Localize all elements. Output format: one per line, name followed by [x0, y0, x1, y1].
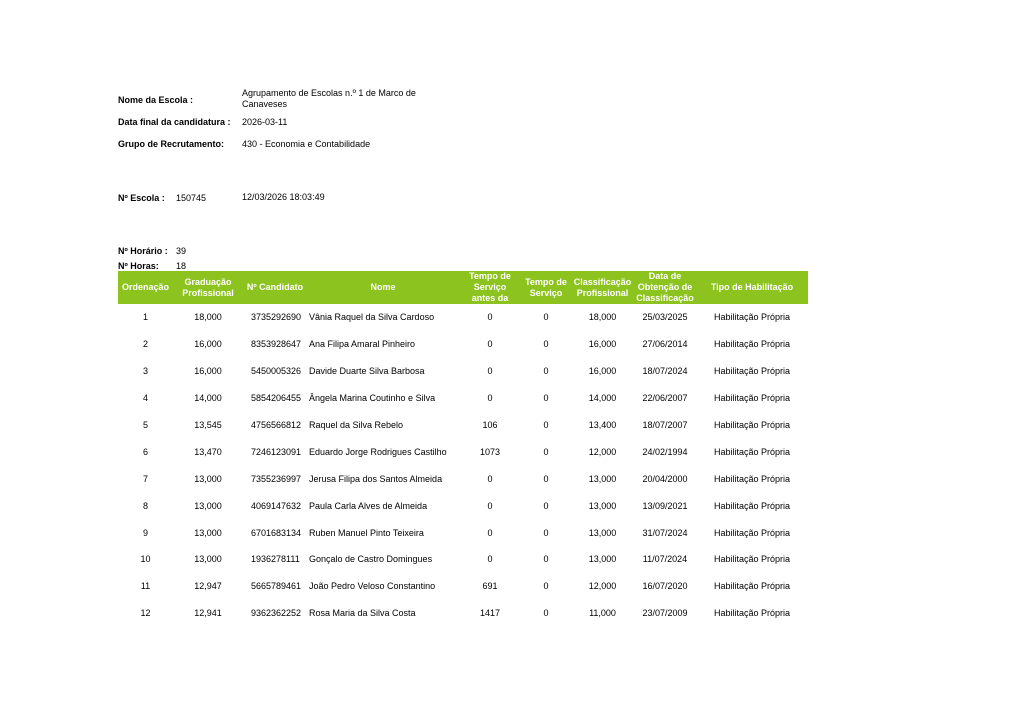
column-header-professional-classification: Classificação Profissional [571, 271, 634, 304]
cell-ordering: 7 [142, 473, 148, 484]
cell-ordering: 3 [142, 366, 148, 377]
cell-professional-grade: 13,470 [194, 446, 222, 457]
cell-professional-classification: 11,000 [589, 608, 616, 619]
cell-classification-date: 24/02/1994 [642, 446, 688, 457]
cell-name: Eduardo Jorge Rodrigues Castilho [309, 446, 447, 457]
cell-service-time: 0 [543, 527, 549, 538]
cell-service-time-before: 0 [487, 500, 493, 511]
cell-professional-grade: 13,000 [194, 554, 222, 565]
cell-candidate-number: 3735292690 [251, 312, 302, 323]
cell-ordering: 9 [142, 527, 148, 538]
cell-professional-classification: 13,400 [588, 420, 617, 430]
cell-service-time: 0 [543, 473, 549, 484]
cell-name: Jerusa Filipa dos Santos Almeida [309, 473, 443, 484]
school-name-label: Nome da Escola : [118, 95, 194, 105]
cell-service-time-before: 0 [487, 393, 493, 404]
cell-qualification-type: Habilitação Própria [713, 339, 791, 350]
cell-professional-classification: 13,000 [588, 554, 617, 565]
table-body [118, 304, 808, 627]
cell-candidate-number: 4069147632 [251, 500, 302, 511]
cell-professional-classification: 13,000 [588, 473, 617, 484]
column-header-service-time: Tempo de Serviço [521, 271, 571, 304]
cell-service-time: 0 [543, 312, 549, 323]
cell-professional-classification: 18,000 [588, 312, 617, 323]
column-header-service-time-before: Tempo de Serviço antes da [459, 271, 521, 304]
cell-candidate-number: 7246123091 [251, 446, 302, 457]
cell-service-time: 0 [543, 393, 549, 404]
report-timestamp: 12/03/2026 18:03:49 [242, 192, 325, 202]
column-header-qualification-type: Tipo de Habilitação [696, 271, 808, 304]
cell-professional-grade: 13,000 [194, 527, 222, 538]
table-row [118, 573, 808, 600]
cell-ordering: 6 [142, 446, 148, 457]
cell-candidate-number: 5450005326 [251, 366, 302, 377]
deadline-value: 2026-03-11 [242, 117, 288, 127]
cell-classification-date: 23/07/2009 [642, 608, 688, 619]
cell-classification-date: 16/07/2020 [642, 581, 688, 592]
deadline-label: Data final da candidatura : [118, 117, 231, 127]
cell-candidate-number: 8353928647 [251, 339, 302, 350]
schedule-number-label: Nº Horário : [118, 246, 168, 256]
table-row [118, 600, 808, 627]
recruitment-group-label: Grupo de Recrutamento: [118, 139, 225, 149]
table-row [118, 519, 808, 546]
cell-classification-date: 18/07/2024 [642, 366, 688, 377]
cell-name: Davide Duarte Silva Barbosa [309, 366, 425, 377]
cell-professional-grade: 16,000 [194, 339, 222, 350]
cell-ordering: 5 [142, 420, 148, 430]
candidates-table [118, 271, 808, 627]
cell-professional-grade: 14,000 [194, 393, 222, 404]
cell-service-time-before: 0 [487, 473, 493, 484]
table-row [118, 385, 808, 412]
cell-name: Gonçalo de Castro Domingues [309, 554, 433, 565]
cell-name: João Pedro Veloso Constantino [309, 581, 436, 592]
table-row [118, 465, 808, 492]
cell-classification-date: 22/06/2007 [642, 393, 688, 404]
table-row [118, 546, 808, 573]
cell-service-time-before: 1073 [479, 446, 501, 457]
school-number-value: 150745 [176, 193, 207, 203]
table-row [118, 438, 808, 465]
cell-ordering: 1 [142, 312, 148, 323]
schedule-number-value: 39 [176, 246, 187, 256]
cell-service-time: 0 [543, 554, 549, 565]
cell-candidate-number: 5854206455 [251, 393, 302, 404]
cell-professional-classification: 16,000 [588, 339, 617, 350]
cell-ordering: 2 [142, 339, 148, 350]
cell-candidate-number: 7355236997 [251, 473, 302, 484]
cell-candidate-number: 1936278111 [251, 554, 300, 565]
table-row [118, 412, 808, 439]
cell-professional-grade: 18,000 [194, 312, 222, 323]
cell-professional-grade: 12,941 [194, 608, 222, 619]
column-header-professional-grade: Graduação Profissional [173, 271, 243, 304]
cell-ordering: 8 [142, 500, 148, 511]
cell-qualification-type: Habilitação Própria [713, 446, 791, 457]
cell-service-time-before: 106 [482, 420, 498, 430]
cell-name: Rosa Maria da Silva Costa [309, 608, 416, 619]
cell-qualification-type: Habilitação Própria [713, 500, 791, 511]
cell-professional-grade: 16,000 [194, 366, 222, 377]
cell-qualification-type: Habilitação Própria [713, 420, 791, 430]
cell-professional-grade: 13,545 [194, 420, 222, 430]
cell-service-time: 0 [543, 339, 549, 350]
cell-service-time-before: 0 [487, 527, 493, 538]
cell-service-time-before: 0 [487, 554, 493, 565]
cell-qualification-type: Habilitação Própria [713, 527, 791, 538]
column-header-name: Nome [307, 271, 459, 304]
cell-qualification-type: Habilitação Própria [713, 312, 791, 323]
cell-service-time: 0 [543, 366, 549, 377]
cell-qualification-type: Habilitação Própria [713, 608, 791, 619]
column-header-classification-date: Data de Obtenção de Classificação [634, 271, 696, 304]
cell-service-time-before: 0 [487, 366, 493, 377]
cell-professional-grade: 12,947 [194, 581, 222, 592]
cell-service-time-before: 0 [487, 339, 493, 350]
cell-classification-date: 13/09/2021 [642, 500, 688, 511]
cell-classification-date: 27/06/2014 [642, 339, 688, 350]
table-row [118, 492, 808, 519]
column-header-candidate-number: Nº Candidato [243, 271, 307, 304]
hours-label: Nº Horas: [118, 261, 159, 271]
cell-candidate-number: 4756566812 [251, 420, 302, 430]
cell-professional-classification: 14,000 [588, 393, 617, 404]
cell-classification-date: 31/07/2024 [642, 527, 688, 538]
cell-service-time-before: 0 [487, 312, 493, 323]
school-name-value: Agrupamento de Escolas n.º 1 de Marco de Canaveses [242, 88, 416, 109]
cell-qualification-type: Habilitação Própria [713, 581, 791, 592]
cell-professional-classification: 12,000 [588, 446, 617, 457]
table-header-row [118, 271, 808, 304]
cell-candidate-number: 9362362252 [251, 608, 302, 619]
cell-name: Ângela Marina Coutinho e Silva [309, 393, 436, 404]
cell-candidate-number: 6701683134 [251, 527, 302, 538]
hours-value: 18 [176, 261, 187, 271]
cell-candidate-number: 5665789461 [251, 581, 302, 592]
cell-classification-date: 11/07/2024 [642, 554, 688, 565]
cell-name: Vânia Raquel da Silva Cardoso [309, 312, 435, 323]
recruitment-group-value: 430 - Economia e Contabilidade [242, 139, 371, 149]
cell-service-time: 0 [543, 446, 549, 457]
cell-professional-grade: 13,000 [194, 500, 222, 511]
cell-professional-classification: 13,000 [588, 500, 617, 511]
cell-professional-classification: 16,000 [588, 366, 617, 377]
cell-classification-date: 18/07/2007 [642, 420, 688, 430]
cell-name: Ana Filipa Amaral Pinheiro [309, 339, 416, 350]
cell-classification-date: 25/03/2025 [642, 312, 688, 323]
cell-ordering: 4 [142, 393, 148, 404]
cell-service-time: 0 [543, 500, 549, 511]
cell-professional-grade: 13,000 [194, 473, 222, 484]
cell-service-time-before: 1417 [479, 608, 501, 619]
cell-ordering: 10 [140, 554, 151, 565]
table-row [118, 304, 808, 331]
cell-name: Ruben Manuel Pinto Teixeira [309, 527, 424, 538]
cell-name: Raquel da Silva Rebelo [309, 420, 404, 430]
table-row [118, 358, 808, 385]
school-number-label: Nº Escola : [118, 193, 165, 203]
cell-service-time: 0 [543, 608, 549, 619]
cell-professional-classification: 13,000 [588, 527, 617, 538]
column-header-ordering: Ordenação [118, 271, 173, 304]
cell-qualification-type: Habilitação Própria [713, 366, 791, 377]
cell-service-time: 0 [543, 420, 549, 430]
cell-ordering: 12 [140, 608, 151, 619]
cell-professional-classification: 12,000 [588, 581, 617, 592]
cell-classification-date: 20/04/2000 [642, 473, 688, 484]
cell-qualification-type: Habilitação Própria [713, 554, 791, 565]
cell-service-time-before: 691 [482, 581, 498, 592]
cell-name: Paula Carla Alves de Almeida [309, 500, 428, 511]
cell-service-time: 0 [543, 581, 549, 592]
cell-qualification-type: Habilitação Própria [713, 393, 791, 404]
cell-qualification-type: Habilitação Própria [713, 473, 791, 484]
cell-ordering: 11 [140, 581, 151, 592]
table-row [118, 331, 808, 358]
